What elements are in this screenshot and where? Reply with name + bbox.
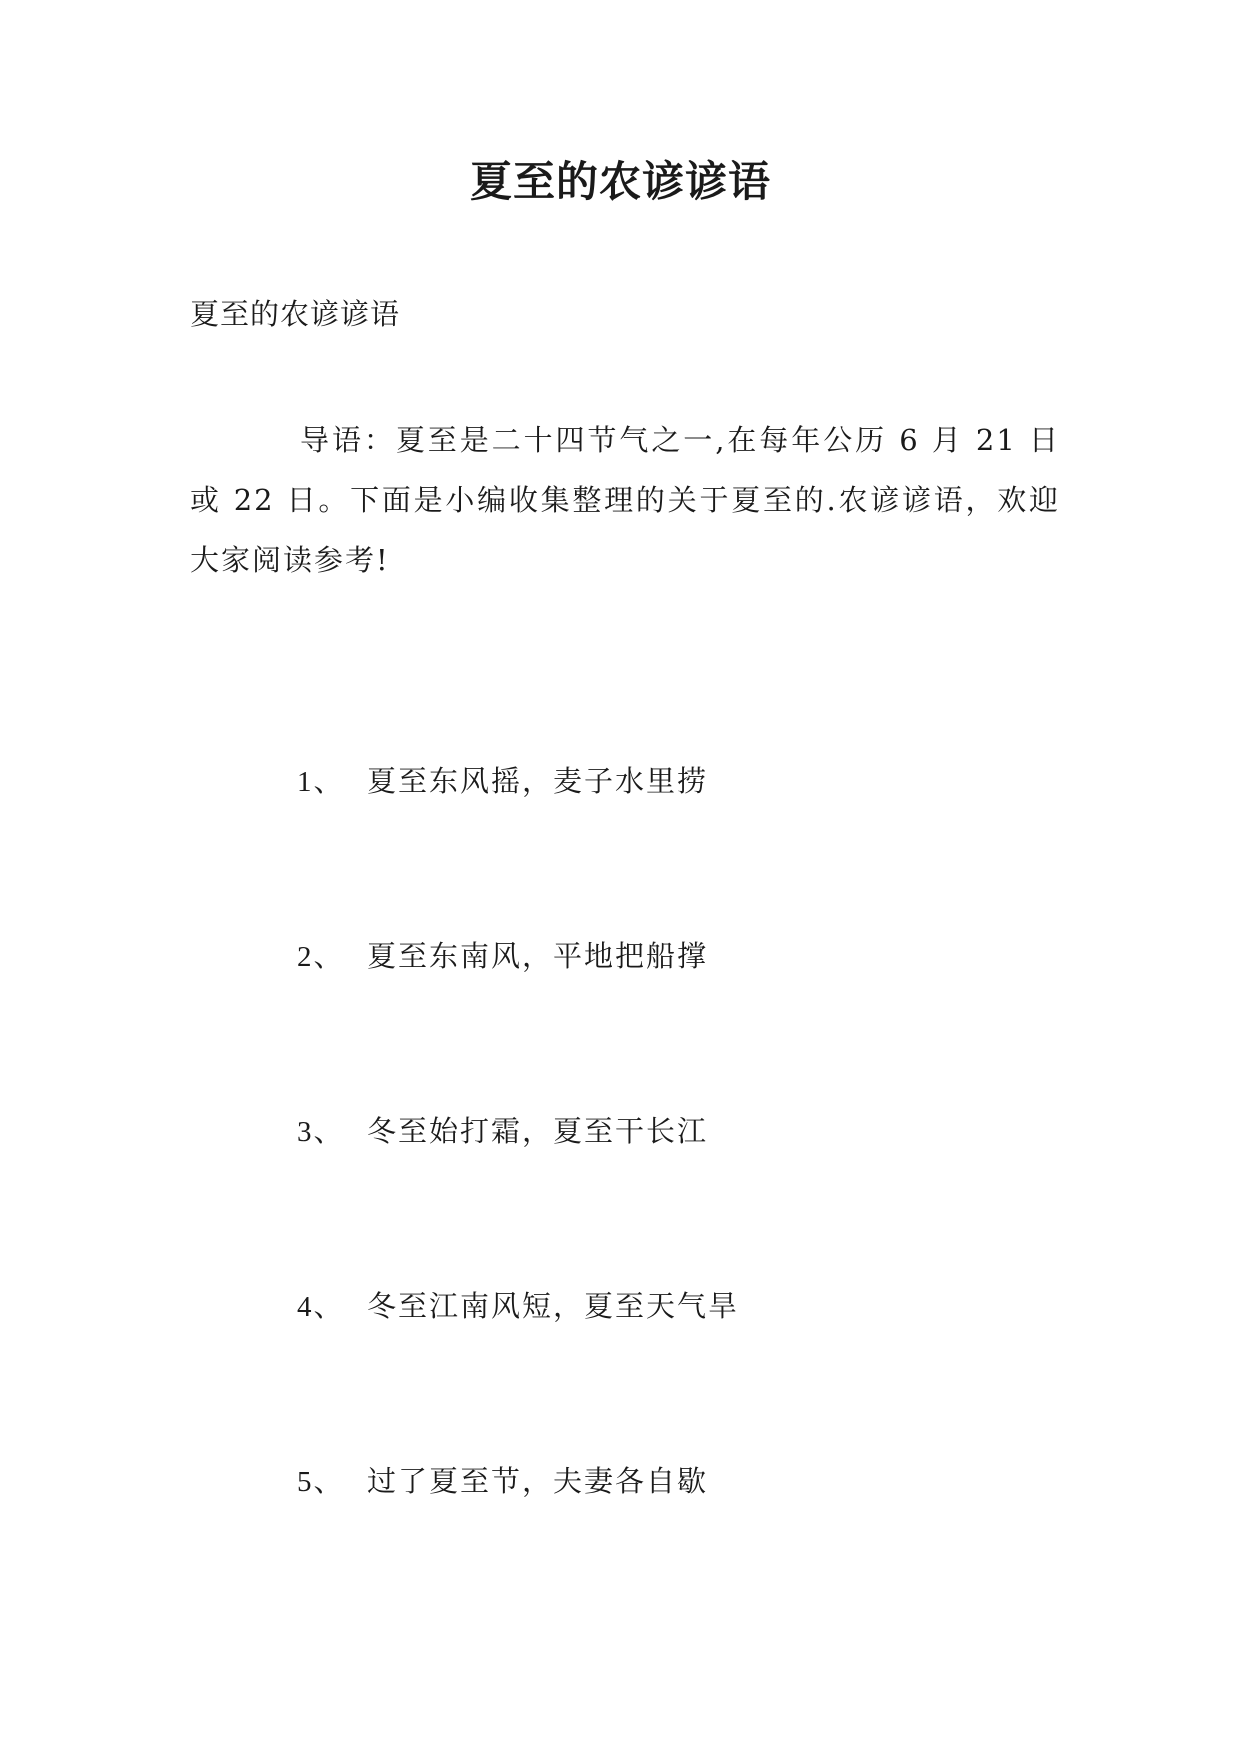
list-item-number: 2、 — [297, 941, 345, 973]
list-item — [297, 1460, 739, 1635]
intro-paragraph: 导语：夏至是二十四节气之一,在每年公历 6 月 21 日或 22 日。下面是小编收集整理的关于夏至的.农谚谚语，欢迎大家阅读参考! — [190, 423, 1060, 577]
list-item-number: 4、 — [297, 1291, 345, 1323]
list-item-text: 冬至江南风短，夏至天气旱 — [367, 1289, 740, 1323]
list-item-number: 5、 — [297, 1466, 345, 1498]
document-title: 夏至的农谚谚语 — [469, 157, 771, 206]
list-item-text: 夏至东南风，平地把船撑 — [367, 939, 709, 973]
list-item-text: 过了夏至节，夫妻各自歇 — [367, 1464, 709, 1498]
list-item-text: 冬至始打霜，夏至干长江 — [367, 1114, 709, 1148]
list-item-text: 夏至东风摇，麦子水里捞 — [367, 764, 709, 798]
list-item — [297, 1110, 739, 1285]
list-item — [297, 760, 739, 935]
list-item — [297, 935, 739, 1110]
document-subtitle: 夏至的农谚谚语 — [190, 297, 401, 331]
proverb-list — [297, 760, 739, 1635]
list-item-number: 1、 — [297, 766, 345, 798]
list-item-number: 3、 — [297, 1116, 345, 1148]
list-item — [297, 1285, 739, 1460]
